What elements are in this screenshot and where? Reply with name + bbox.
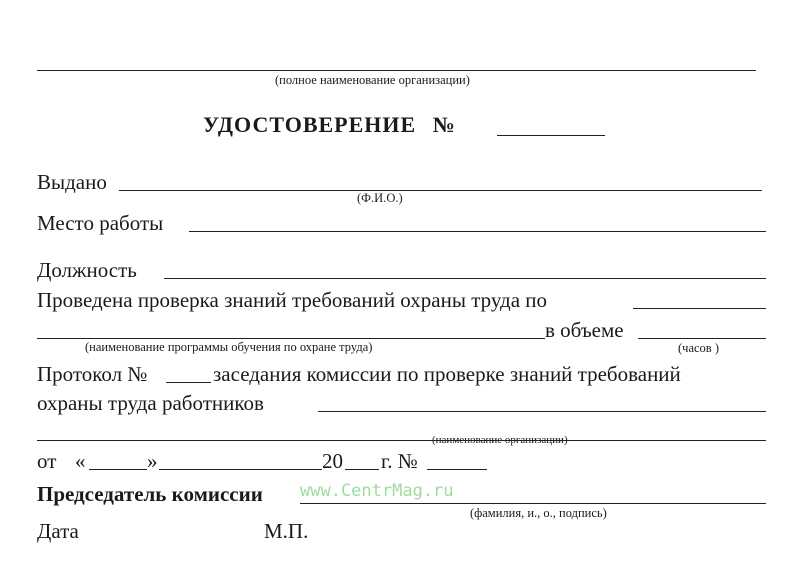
check-text: Проведена проверка знаний требований охраны труда по — [37, 288, 548, 312]
year-line[interactable] — [345, 469, 379, 470]
workers-text: охраны труда работников — [37, 391, 264, 415]
workplace-label: Место работы — [37, 211, 164, 235]
year-prefix: 20 — [322, 449, 343, 473]
hours-caption: (часов ) — [678, 341, 719, 355]
order-number-line[interactable] — [427, 469, 487, 470]
position-line[interactable] — [164, 278, 766, 279]
quote-close: » — [147, 449, 158, 473]
date-label: Дата — [37, 519, 79, 543]
certificate-title — [203, 112, 456, 138]
workplace-line[interactable] — [189, 231, 766, 232]
volume-label: в объеме — [545, 318, 624, 342]
chairman-signature-line[interactable] — [300, 503, 766, 504]
program-name-line[interactable] — [37, 338, 545, 339]
protocol-prefix: Протокол № — [37, 362, 148, 386]
protocol-number-line[interactable] — [166, 382, 211, 383]
stamp-label: М.П. — [264, 519, 309, 543]
org-name-caption: (полное наименование организации) — [275, 73, 470, 87]
protocol-text: заседания комиссии по проверке знаний требований — [213, 362, 681, 386]
workers-org-line[interactable] — [318, 411, 766, 412]
check-program-line[interactable] — [633, 308, 766, 309]
quote-open: « — [75, 449, 86, 473]
signature-caption: (фамилия, и., о., подпись) — [470, 506, 607, 520]
issued-fio-line[interactable] — [119, 190, 762, 191]
org-name-caption-2: (наименование организации) — [432, 434, 568, 446]
title-text: УДОСТОВЕРЕНИЕ — [203, 112, 417, 137]
number-sign: № — [432, 112, 456, 137]
month-line[interactable] — [159, 469, 322, 470]
program-caption: (наименование программы обучения по охране труда) — [85, 340, 373, 354]
org-name-line[interactable] — [37, 70, 756, 71]
date-from-label: от — [37, 449, 57, 473]
chairman-label: Председатель комиссии — [37, 482, 263, 506]
issued-label: Выдано — [37, 170, 107, 194]
certificate-number-line[interactable] — [497, 135, 605, 136]
hours-line[interactable] — [638, 338, 766, 339]
position-label: Должность — [37, 258, 137, 282]
org-name-line-2[interactable] — [37, 440, 766, 441]
day-line[interactable] — [89, 469, 147, 470]
watermark: www.CentrMag.ru — [300, 481, 454, 501]
fio-caption: (Ф.И.О.) — [357, 191, 403, 205]
year-suffix: г. № — [381, 449, 418, 473]
